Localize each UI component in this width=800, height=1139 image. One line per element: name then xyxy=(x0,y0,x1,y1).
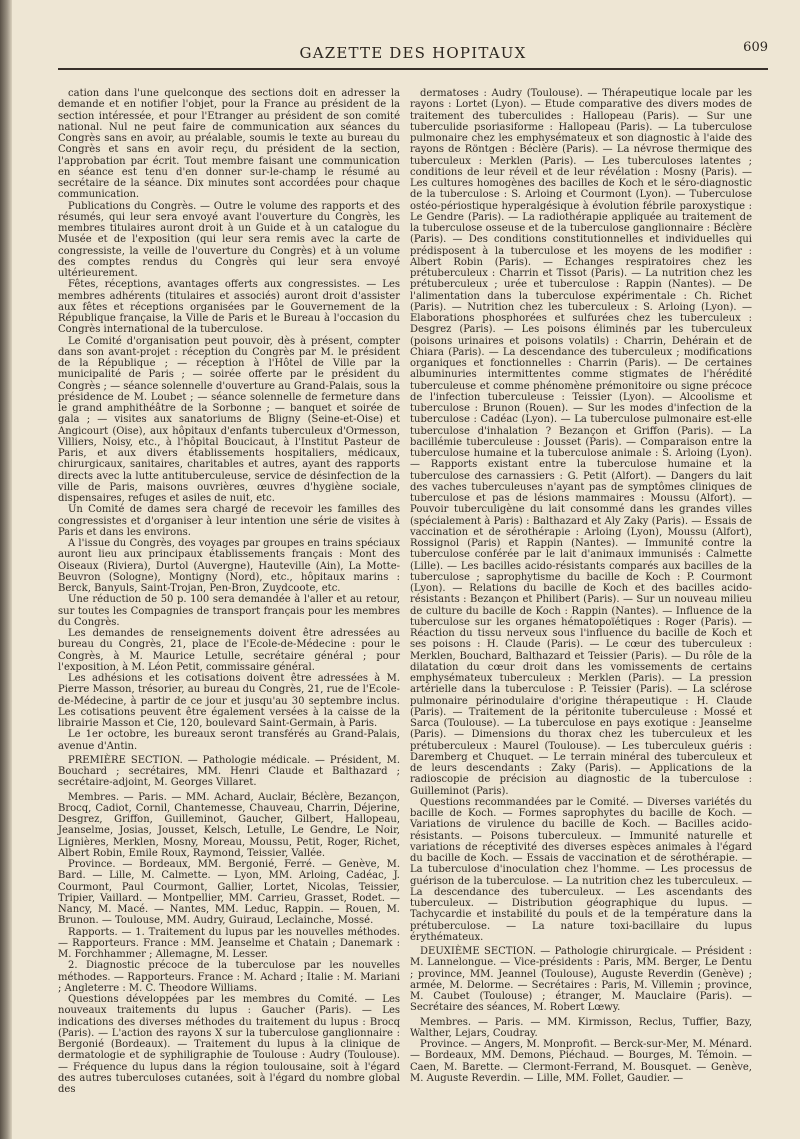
paragraph-voyages: A l'issue du Congrès, des voyages par groupes en trains spéciaux auront lieu aux principaux établissements français : Mont des Oiseaux (Riviera), Durtol (Auvergne), Hauteville (Ain), La Motte-Beuvron (Sologne), Montigny (Nord), etc., hôpitaux marins : Berck, Banyuls, Saint-Trojan, Pen-Bron, Zuydcoote, etc. xyxy=(58,538,400,594)
right-column xyxy=(410,88,752,1084)
section-heading-premiere: PREMIÈRE SECTION. — Pathologie médicale. — Président, M. Bouchard ; secrétaires, MM. Henri Claude et Balthazard ; secrétaire-adjoint, M. Georges Villaret. xyxy=(58,754,400,789)
paragraph-membres-province: Province. — Bordeaux, MM. Bergonié, Ferré. — Genève, M. Bard. — Lille, M. Calmette. — Lyon, MM. Arloing, Cadéac, J. Courmont, Paul Courmont, Gallier, Lortet, Nicolas, Teissier, Tripier, Vaillard. — Montpellier, MM. Carrieu, Grasset, Rodet. — Nancy, M. Macé. — Nantes, MM. Leduc, Rappin. — Rouen, M. Brunon. — Toulouse, MM. Audry, Guiraud, Leclainche, Mossé. xyxy=(58,859,400,927)
left-column xyxy=(58,88,400,1095)
header-rule xyxy=(58,68,768,70)
paragraph-fetes: Fêtes, réceptions, avantages offerts aux congressistes. — Les membres adhérents (titulaires et associés) auront droit d'assister aux fêtes et réceptions organisées par le Gouvernement de la République française, la Ville de Paris et le Bureau à l'occasion du Congrès international de la tuberculose. xyxy=(58,279,400,336)
paragraph-membres-paris-2: Membres. — Paris. — MM. Kirmisson, Reclus, Tuffier, Bazy, Walther, Lejars, Coudray. xyxy=(410,1016,752,1039)
paragraph-membres-paris: Membres. — Paris. — MM. Achard, Auclair, Béclère, Bezançon, Brocq, Cadiot, Cornil, Chantemesse, Chauveau, Charrin, Déjerine, Desgrez, Griffon, Guilleminot, Gaucher, Gilbert, Hallopeau, Jeanselme, Josias, Jousset, Kelsch, Letulle, Le Gendre, Le Noir, Lignières, Merklen, Mosny, Moreau, Moussu, Petit, Roger, Richet, Albert Robin, Emile Roux, Raymond, Teissier, Vallée. xyxy=(58,791,400,859)
paragraph-questions-developpees: Questions développées par les membres du Comité. — Les nouveaux traitements du lupus : Gaucher (Paris). — Les indications des diverses méthodes du traitement du lupus : Brocq (Paris). — L'action des rayons X sur la tuberculose ganglionnaire : Bergonié (Bordeaux). — Traitement du lupus à la clinique de dermatologie et de syphiligraphie de Toulouse : Audry (Toulouse). — Fréquence du lupus dans la région toulousaine, soit à l'égard des autres tuberculoses cutanées, soit à l'égard du nombre global des xyxy=(58,994,400,1095)
paragraph-rapports-1: Rapports. — 1. Traitement du lupus par les nouvelles méthodes. — Rapporteurs. France : MM. Jeanselme et Chatain ; Danemark : M. Forchhammer ; Allemagne, M. Lesser. xyxy=(58,926,400,960)
section-heading-deuxieme: DEUXIÈME SECTION. — Pathologie chirurgicale. — Président : M. Lannelongue. — Vice-présidents : Paris, MM. Berger, Le Dentu ; province, MM. Jeannel (Toulouse), Auguste Reverdin (Genève) ; armée, M. Delorme. — Secrétaires : Paris, M. Villemin ; province, M. Caubet (Toulouse) ; étranger, M. Mauclaire (Paris). — Secrétaire des séances, M. Robert Lœwy. xyxy=(410,946,752,1014)
running-title: GAZETTE DES HOPITAUX xyxy=(299,44,527,62)
paragraph-renseignements: Les demandes de renseignements doivent être adressées au bureau du Congrès, 21, place de l'Ecole-de-Médecine : pour le Congrès, à M. Maurice Letulle, secrétaire général ; pour l'exposition, à M. Léon Petit, commissaire général. xyxy=(58,628,400,673)
paragraph-reduction: Une réduction de 50 p. 100 sera demandée à l'aller et au retour, sur toutes les Compagnies de transport français pour les membres du Congrès. xyxy=(58,594,400,628)
paragraph-comite-dames: Un Comité de dames sera chargé de recevoir les familles des congressistes et d'organiser à leur intention une série de visites à Paris et dans les environs. xyxy=(58,504,400,538)
paragraph-membres-province-2: Province. — Angers, M. Monprofit. — Berck-sur-Mer, M. Ménard. — Bordeaux, MM. Demons, Piéchaud. — Bourges, M. Témoin. — Caen, M. Barette. — Clermont-Ferrand, M. Bousquet. — Genève, M. Auguste Reverdin. — Lille, MM. Follet, Gaudier. — xyxy=(410,1039,752,1084)
paragraph-comite-organisation: Le Comité d'organisation peut pouvoir, dès à présent, compter dans son avant-projet : réception du Congrès par M. le président de la République ; — réception à l'Hôtel de Ville par la municipalité de Paris ; — soirée offerte par le président du Congrès ; — séance solennelle d'ouverture au Grand-Palais, sous la présidence de M. Loubet ; — séance solennelle de fermeture dans le grand amphithéâtre de la Sorbonne ; — banquet et soirée de gala ; — visites aux sanatoriums de Bligny (Seine-et-Oise) et Angicourt (Oise), aux hôpitaux d'enfants tuberculeux d'Ormesson, Villiers, Noisy, etc., à l'hôpital Boucicaut, à l'Institut Pasteur de Paris, et aux divers établissements hospitaliers, médicaux, chirurgicaux, sanitaires, charitables et autres, ayant des rapports directs avec la lutte antituberculeuse, service de désinfection de la ville de Paris, maisons ouvrières, œuvres d'hygiène sociale, dispensaires, refuges et asiles de nuit, etc. xyxy=(58,335,400,504)
page-number: 609 xyxy=(743,40,768,55)
paragraph-adhesions: Les adhésions et les cotisations doivent être adressées à M. Pierre Masson, trésorier, au bureau du Congrès, 21, rue de l'Ecole-de-Médecine, à partir de ce jour et jusqu'au 30 septembre inclus. Les cotisations peuvent être également versées à la caisse de la librairie Masson et Cie, 120, boulevard Saint-Germain, à Paris. xyxy=(58,673,400,729)
paragraph-communications-list: dermatoses : Audry (Toulouse). — Thérapeutique locale par les rayons : Lortet (Lyon). — Etude comparative des divers modes de traitement des tuberculides : Hallopeau (Paris). — Sur une tuberculide psoriasiforme : Hallopeau (Paris). — La tuberculose pulmonaire chez les emphysémateux et son diagnostic à l'aide des rayons de Röntgen : Béclère (Paris). — La névrose thermique des tuberculeux : Merklen (Paris). — Les tuberculoses latentes ; conditions de leur réveil et de leur révélation : Mosny (Paris). — Les cultures homogènes des bacilles de Koch et le séro-diagnostic de la tuberculose : S. Arloing et Courmont (Lyon). — Tuberculose ostéo-périostique hyperalgésique à évolution fébrile paroxystique : Le Gendre (Paris). — La radiothérapie appliquée au traitement de la tuberculose osseuse et de la tuberculose ganglionnaire : Béclère (Paris). — Des conditions constitutionnelles et individuelles qui prédisposent à la tuberculose et les moyens de les modifier : Albert Robin (Paris). — Echanges respiratoires chez les prétuberculeux : Charrin et Tissot (Paris). — La nutrition chez les prétuberculeux ; urée et tuberculose : Rappin (Nantes). — De l'alimentation dans la tuberculose expérimentale : Ch. Richet (Paris). — Nutrition chez les tuberculeux : S. Arloing (Lyon). — Elaborations phosphorées et sulfurées chez les tuberculeux : Desgrez (Paris). — Les poisons éliminés par les tuberculeux (poisons urinaires et poisons volatils) : Charrin, Dehérain et de Chiara (Paris). — La descendance des tuberculeux ; modifications organiques et fonctionnelles : Charrin (Paris). — De certaines albuminuries intermittentes comme stigmates de l'hérédité tuberculeuse et comme phénomène prémonitoire ou signe précoce de l'infection tuberculeuse : Teissier (Lyon). — Alcoolisme et tuberculose : Brunon (Rouen). — Sur les modes d'infection de la tuberculose : Cadéac (Lyon). — La tuberculose pulmonaire est-elle tuberculose d'inhalation ? Bezançon et Griffon (Paris). — La bacillémie tuberculeuse : Jousset (Paris). — Comparaison entre la tuberculose humaine et la tuberculose animale : S. Arloing (Lyon). — Rapports existant entre la tuberculose humaine et la tuberculose des carnassiers : G. Petit (Alfort). — Dangers du lait des vaches tuberculeuses n'ayant pas de symptômes cliniques de tuberculose et pas de lésions mammaires : Moussu (Alfort). — Pouvoir tuberculigène du lait consommé dans les grandes villes (spécialement à Paris) : Balthazard et Aly Zaky (Paris). — Essais de vaccination et de sérothérapie : Arloing (Lyon), Moussu (Alfort), Rossignol (Paris) et Rappin (Nantes). — Immunité contre la tuberculose conférée par le lait d'animaux immunisés : Calmette (Lille). — Les bacilles acido-résistants comparés aux bacilles de la tuberculose ; saprophytisme du bacille de Koch : P. Courmont (Lyon). — Relations du bacille de Koch et des bacilles acido-résistants : Bezançon et Philibert (Paris). — Sur un nouveau milieu de culture du bacille de Koch : Rappin (Nantes). — Influence de la tuberculose sur les organes hématopoïétiques : Roger (Paris). — Réaction du tissu nerveux sous l'influence du bacille de Koch et ses poisons : H. Claude (Paris). — Le cœur des tuberculeux : Merklen, Bouchard, Balthazard et Teissier (Paris). — Du rôle de la dilatation du cœur droit dans les vomissements de certains emphysémateux tuberculeux : Merklen (Paris). — La pression artérielle dans la tuberculose : P. Teissier (Paris). — La sclérose pulmonaire périnodulaire d'origine thérapeutique : H. Claude (Paris). — Traitement de la péritonite tuberculeuse : Mossé et Sarca (Toulouse). — La tuberculose en pays exotique : Jeanselme (Paris). — Dimensions du thorax chez les tuberculeux et les prétuberculeux : Maurel (Toulouse). — Les tuberculeux guéris : Daremberg et Chuquet. — Le terrain minéral des tuberculeux et de leurs descendants : Zaky (Paris). — Applications de la radioscopie de précision au diagnostic de la tuberculose : Guilleminot (Paris). xyxy=(410,88,752,797)
paragraph-rapports-2: 2. Diagnostic précoce de la tuberculose par les nouvelles méthodes. — Rapporteurs. France : M. Achard ; Italie : M. Mariani ; Angleterre : M. C. Theodore Williams. xyxy=(58,960,400,994)
paragraph-communications: cation dans l'une quelconque des sections doit en adresser la demande et en notifier l'objet, pour la France au président de la section intéressée, et pour l'Etranger au président de son comité national. Nul ne peut faire de communication aux séances du Congrès sans en avoir, au préalable, soumis le texte au bureau du Congrès et sans en avoir reçu, du président de la section, l'approbation par écrit. Tout membre faisant une communication en séance est tenu d'en donner sur-le-champ le résumé au secrétaire de la séance. Dix minutes sont accordées pour chaque communication. xyxy=(58,88,400,201)
paragraph-bureaux: Le 1er octobre, les bureaux seront transférés au Grand-Palais, avenue d'Antin. xyxy=(58,729,400,752)
page-binding-edge xyxy=(0,0,12,1139)
paragraph-questions-recommandees: Questions recommandées par le Comité. — Diverses variétés du bacille de Koch. — Formes saprophytes du bacille de Koch. — Variations de virulence du bacille de Koch. — Bacilles acido-résistants. — Poisons tuberculeux. — Immunité naturelle et variations de réceptivité des diverses espèces animales à l'égard du bacille de Koch. — Essais de vaccination et de sérothérapie. — La tuberculose d'inoculation chez l'homme. — Les processus de guérison de la tuberculose. — La nutrition chez les tuberculeux. — La descendance des tuberculeux. — Les ascendants des tuberculeux. — Distribution géographique du lupus. — Tachycardie et instabilité du pouls et de la température dans la prétuberculose. — La nature toxi-bacillaire du lupus érythémateux. xyxy=(410,796,752,943)
paragraph-publications: Publications du Congrès. — Outre le volume des rapports et des résumés, qui leur sera envoyé avant l'ouverture du Congrès, les membres titulaires auront droit à un Guide et à un catalogue du Musée et de l'exposition (qui leur sera remis avec la carte de congressiste, la veille de l'ouverture du Congrès) et à un volume des comptes rendus du Congrès qui leur sera envoyé ultérieurement. xyxy=(58,200,400,279)
